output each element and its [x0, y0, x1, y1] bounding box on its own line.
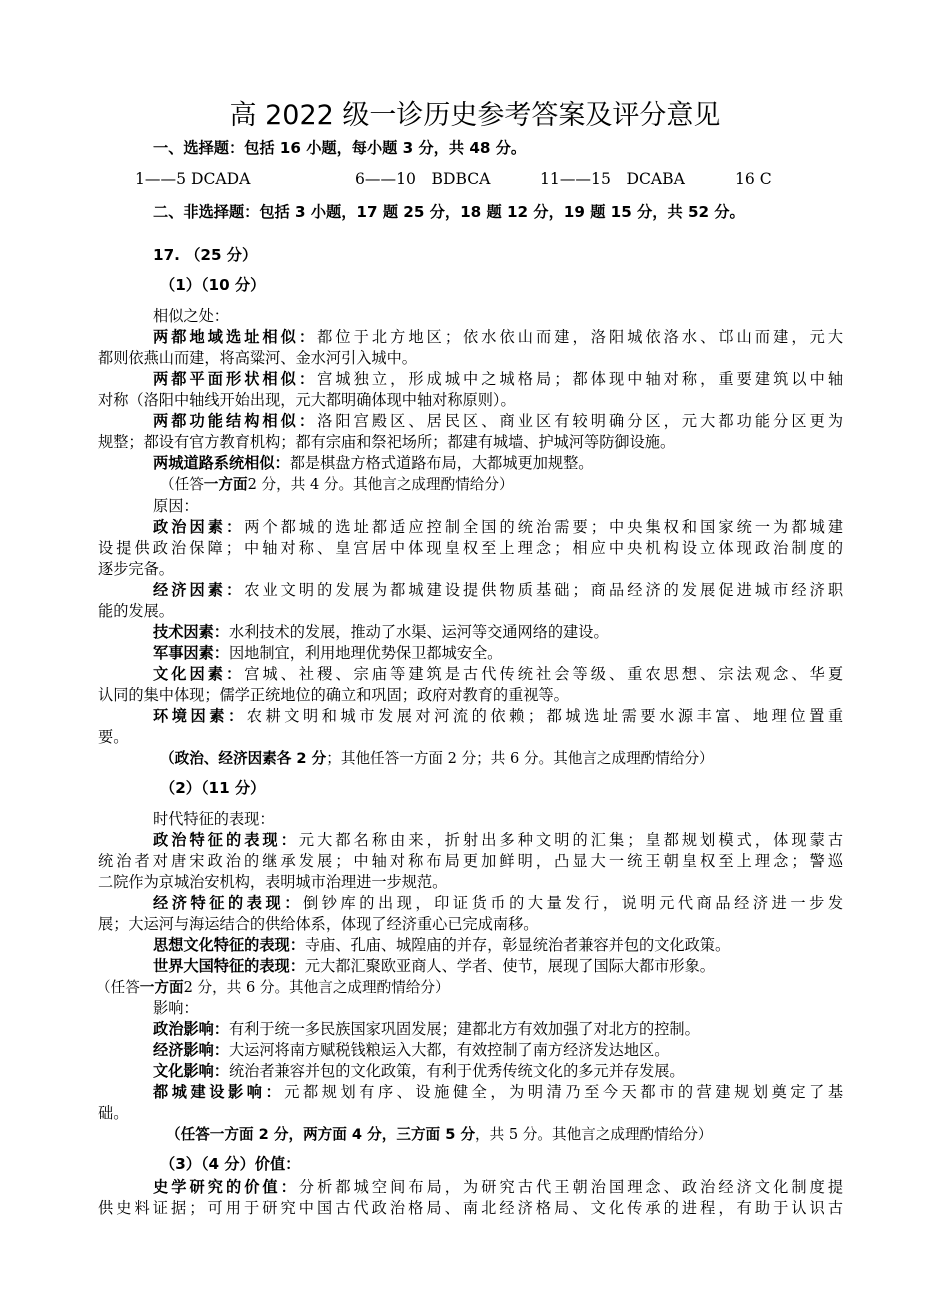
impact-capital: 都城建设影响：元都规划有序、设施健全，为明清乃至今天都市的营建规划奠定了基 — [153, 1083, 843, 1101]
reason-cultural-cont: 认同的集中体现；儒学正统地位的确立和巩固；政府对教育的重视等。 — [98, 686, 569, 704]
scoring-note-1: （任答一方面2 分，共 4 分。其他言之成理酌情给分） — [160, 476, 514, 493]
section-2-heading: 二、非选择题：包括 3 小题，17 题 25 分，18 题 12 分，19 题 15 分，共 52 分。 — [153, 203, 745, 221]
impact-political: 政治影响：有利于统一多民族国家巩固发展；建都北方有效加强了对北方的控制。 — [153, 1020, 700, 1038]
era-economic-cont: 展；大运河与海运结合的供给体系，体现了经济重心已完成南移。 — [98, 915, 539, 933]
era-world-power: 世界大国特征的表现：元大都汇聚欧亚商人、学者、使节，展现了国际大都市形象。 — [153, 957, 715, 975]
part-1-heading: （1）（10 分） — [160, 276, 266, 294]
era-economic: 经济特征的表现：倒钞库的出现，印证货币的大量发行，说明元代商品经济进一步发 — [153, 894, 843, 912]
page-title: 高 2022 级一诊历史参考答案及评分意见 — [229, 100, 721, 131]
reason-economic-cont: 能的发展。 — [98, 602, 174, 620]
era-political-cont: 统治者对唐宋政治的继承发展；中轴对称布局更加鲜明，凸显大一统王朝皇权至上理念；警巡 — [98, 852, 843, 870]
reason-technical: 技术因素：水利技术的发展，推动了水渠、运河等交通网络的建设。 — [153, 623, 609, 641]
reason-political: 政治因素：两个都城的选址都适应控制全国的统治需要；中央集权和国家统一为都城建 — [153, 518, 843, 536]
reason-political-cont-2: 逐步完备。 — [98, 560, 174, 578]
impact-capital-cont: 础。 — [98, 1104, 129, 1122]
similarity-2-cont: 对称（洛阳中轴线开始出现，元大都明确体现中轴对称原则）。 — [98, 391, 516, 409]
similarity-3-cont: 规整；都设有官方教育机构；都有宗庙和祭祀场所；都建有城墙、护城河等防御设施。 — [98, 433, 676, 451]
scoring-note-3: （任答一方面2 分，共 6 分。其他言之成理酌情给分） — [96, 979, 450, 996]
impact-cultural: 文化影响：统治者兼容并包的文化政策，有利于优秀传统文化的多元并存发展。 — [153, 1062, 685, 1080]
value-historical-cont: 供史料证据；可用于研究中国古代政治格局、南北经济格局、文化传承的进程，有助于认识古 — [98, 1199, 843, 1217]
section-1-heading: 一、选择题：包括 16 小题，每小题 3 分，共 48 分。 — [153, 139, 527, 157]
era-heading: 时代特征的表现： — [153, 810, 275, 828]
answer-group-2: 6——10 BDBCA — [355, 170, 491, 188]
answer-group-4: 16 C — [735, 170, 772, 188]
question-17-heading: 17. （25 分） — [153, 246, 258, 264]
similarity-2: 两都平面形状相似：宫城独立，形成城中之城格局；都体现中轴对称，重要建筑以中轴 — [153, 370, 843, 388]
reason-political-cont: 设提供政治保障；中轴对称、皇宫居中体现皇权至上理念；相应中央机构设立体现政治制度的 — [98, 539, 843, 557]
reason-environment-cont: 要。 — [98, 728, 129, 746]
similarity-heading: 相似之处： — [153, 307, 229, 325]
reason-environment: 环境因素：农耕文明和城市发展对河流的依赖；都城选址需要水源丰富、地理位置重 — [153, 707, 843, 725]
answer-group-3: 11——15 DCABA — [540, 170, 685, 188]
reason-economic: 经济因素：农业文明的发展为都城建设提供物质基础；商品经济的发展促进城市经济职 — [153, 581, 843, 599]
era-political: 政治特征的表现：元大都名称由来，折射出多种文明的汇集；皇都规划模式，体现蒙古 — [153, 831, 843, 849]
impact-heading: 影响： — [153, 999, 199, 1017]
similarity-4: 两城道路系统相似：都是棋盘方格式道路布局，大都城更加规整。 — [153, 454, 594, 472]
answer-group-1: 1——5 DCADA — [135, 170, 251, 188]
impact-economic: 经济影响：大运河将南方赋税钱粮运入大都，有效控制了南方经济发达地区。 — [153, 1041, 670, 1059]
reason-heading: 原因： — [153, 497, 199, 515]
era-political-cont-2: 二院作为京城治安机构，表明城市治理进一步规范。 — [98, 873, 448, 891]
era-cultural: 思想文化特征的表现：寺庙、孔庙、城隍庙的并存，彰显统治者兼容并包的文化政策。 — [153, 936, 731, 954]
similarity-1: 两都地域选址相似：都位于北方地区；依水依山而建，洛阳城依洛水、邙山而建，元大 — [153, 328, 843, 346]
scoring-note-2: （政治、经济因素各 2 分；其他任答一方面 2 分；共 6 分。其他言之成理酌情给分） — [160, 750, 714, 767]
part-2-heading: （2）（11 分） — [160, 779, 266, 797]
value-historical: 史学研究的价值：分析都城空间布局，为研究古代王朝治国理念、政治经济文化制度提 — [153, 1178, 843, 1196]
reason-cultural: 文化因素：宫城、社稷、宗庙等建筑是古代传统社会等级、重农思想、宗法观念、华夏 — [153, 665, 843, 683]
scoring-note-4: （任答一方面 2 分，两方面 4 分，三方面 5 分，共 5 分。其他言之成理酌情给分） — [166, 1126, 713, 1143]
similarity-1-cont: 都则依燕山而建，将高粱河、金水河引入城中。 — [98, 349, 417, 367]
similarity-3: 两都功能结构相似：洛阳宫殿区、居民区、商业区有较明确分区，元大都功能分区更为 — [153, 412, 843, 430]
reason-military: 军事因素：因地制宜，利用地理优势保卫都城安全。 — [153, 644, 503, 662]
part-3-heading: （3）（4 分）价值： — [160, 1155, 301, 1173]
